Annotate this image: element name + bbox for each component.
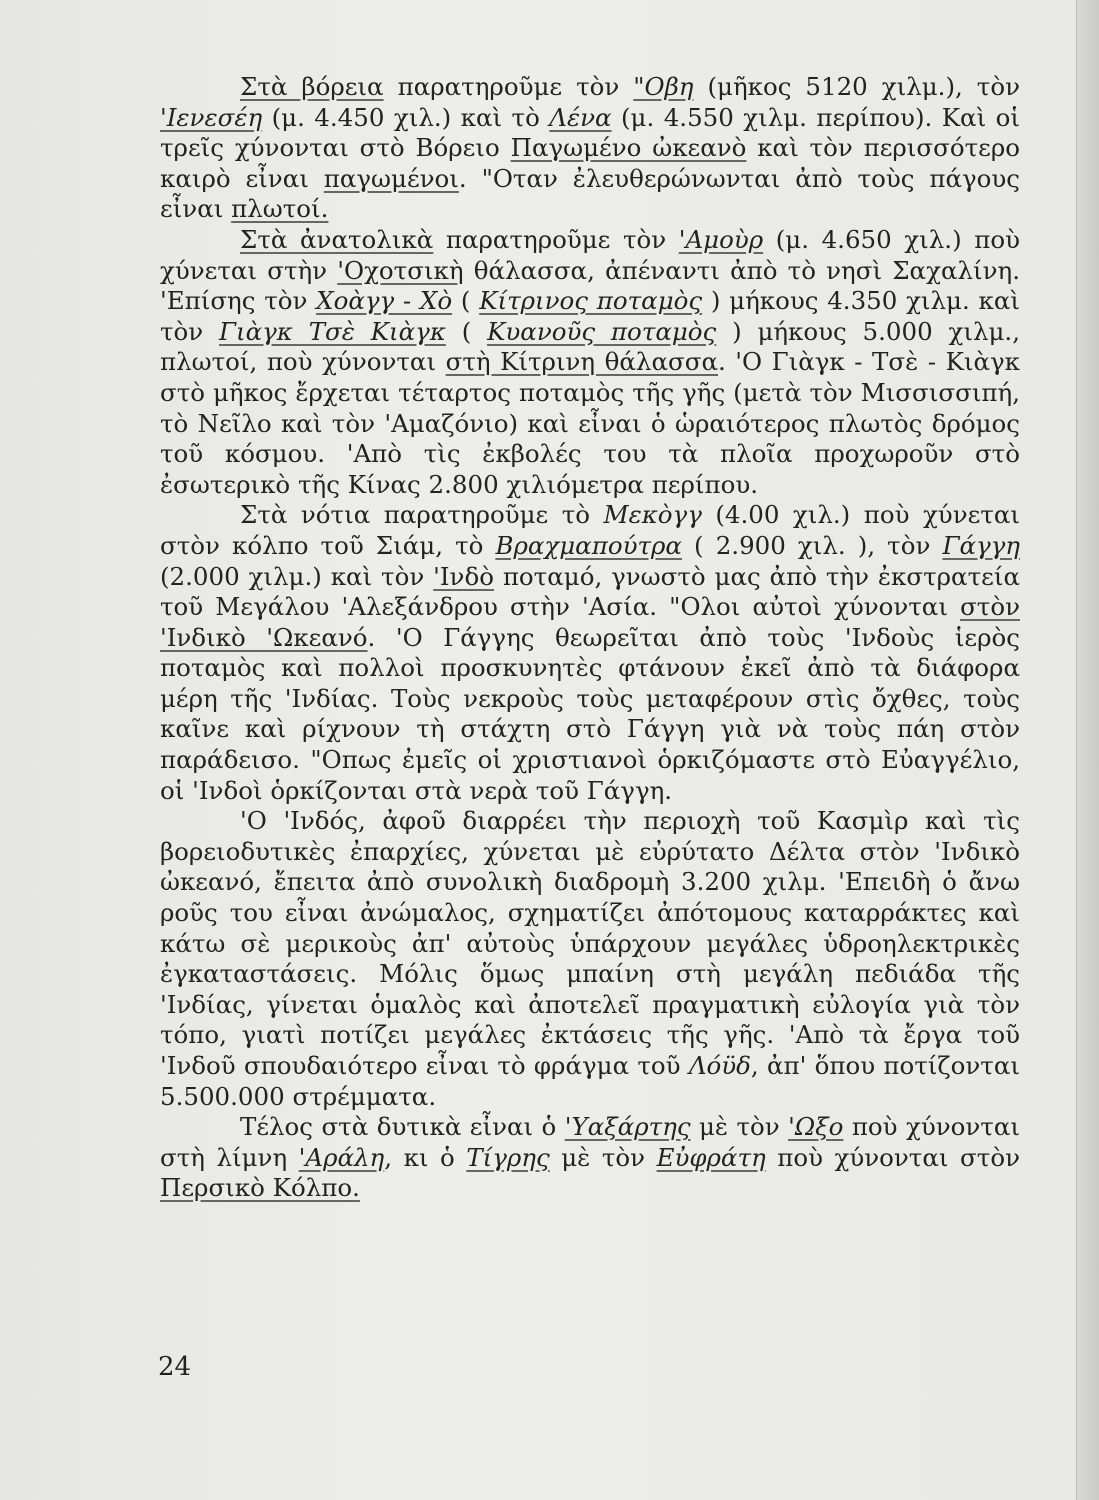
text-run: παγωμένοι <box>323 163 459 193</box>
text-run: Παγωμένο ὠκεανὸ <box>510 133 747 163</box>
text-run: θάλασσα, ἀπέναντι ἀπὸ τὸ νησὶ Σαχαλίνη. 'Επίσης τὸν <box>160 255 1020 316</box>
text-run: . 'Ο Γάγγης θεωρεῖται ἀπὸ τοὺς 'Ινδοὺς ἱερὸς ποταμὸς καὶ πολλοὶ προσκυνητὲς φτάνουν ἐκεῖ ἀπὸ τὰ διάφορα μέρη τῆς 'Ινδίας. Τοὺς νεκροὺς τοὺς μεταφέρουν στὶς ὄχθες, τοὺς καῖνε καὶ ρίχνουν τὴ στάχτη στὸ Γάγγη γιὰ νὰ τοὺς πάη στὸν παράδεισο. "Οπως ἐμεῖς οἱ χριστιανοὶ ὁρκιζόμαστε στὸ Εὐαγγέλιο, οἱ 'Ινδοὶ ὁρκίζονται στὰ νερὰ τοῦ Γάγγη. <box>160 622 1020 805</box>
paragraph <box>160 500 1020 806</box>
text-run: πλωτοί. <box>231 194 329 224</box>
text-run: Στὰ νότια παρατηροῦμε τὸ <box>240 500 604 530</box>
text-run: Γιὰγκ Τσὲ Κιὰγκ <box>219 316 446 346</box>
text-run: Στὰ βόρεια <box>240 72 384 101</box>
text-run: 'Ιενεσέη <box>160 102 263 132</box>
text-run: στὸν 'Ινδικὸ 'Ωκεανό <box>160 592 1020 652</box>
text-run: , ἀπ' ὅπου ποτίζονται 5.500.000 στρέμματα. <box>160 1051 1020 1111</box>
text-run: (4.00 χιλ.) ποὺ χύνεται στὸν κόλπο τοῦ Σιάμ, τὸ <box>160 500 1020 560</box>
text-run: ( <box>445 316 488 346</box>
text-run: ποὺ χύνονται στὸν <box>765 1142 1020 1172</box>
text-run: ( <box>452 286 480 316</box>
text-run: Λένα <box>549 102 612 132</box>
body-text <box>160 72 1020 1204</box>
paragraph <box>160 806 1020 1112</box>
text-run: Τίγρης <box>466 1142 550 1172</box>
text-run: 'Ο 'Ινδός, ἀφοῦ διαρρέει τὴν περιοχὴ τοῦ Κασμὶρ καὶ τὶς βορειοδυτικὲς ἐπαρχίες, χύνεται μὲ εὐρύτατο Δέλτα στὸν 'Ινδικὸ ὠκεανό, ἔπειτα ἀπὸ συνολικὴ διαδρομὴ 3.200 χιλμ. 'Επειδὴ ὁ ἄνω ροῦς του εἶναι ἀνώμαλος, σχηματίζει ἀπότομους καταρράκτες καὶ κάτω σὲ μερικοὺς ἀπ' αὐτοὺς ὑπάρχουν μεγάλες ὑδροηλεκτρικὲς ἐγκαταστάσεις. Μόλις ὅμως μπαίνη στὴ μεγάλη πεδιάδα τῆς 'Ινδίας, γίνεται ὁμαλὸς καὶ ἀποτελεῖ πραγματικὴ εὐλογία γιὰ τὸν τόπο, γιατὶ ποτίζει μεγάλες ἐκτάσεις τῆς γῆς. 'Απὸ τὰ ἔργα τοῦ 'Ινδοῦ σπουδαιότερο εἶναι τὸ φράγμα τοῦ <box>160 806 1020 1080</box>
text-run: παρατηροῦμε τὸν <box>433 224 679 254</box>
page-number: 24 <box>158 1352 192 1382</box>
text-run: , κι ὁ <box>384 1142 467 1172</box>
text-run: ποταμό, γνωστὸ μας ἀπὸ τὴν ἐκστρατεία τοῦ Μεγάλου 'Αλεξάνδρου στὴν 'Ασία. "Ολοι αὐτοὶ χύνονται <box>160 561 1020 622</box>
text-run: στὴ Κίτρινη θάλασσα <box>445 347 718 377</box>
text-run: 'Αράλη <box>298 1142 385 1172</box>
text-run: Τέλος στὰ δυτικὰ εἶναι ὁ <box>240 1112 565 1142</box>
text-run: Κυανοῦς ποταμὸς <box>487 316 717 346</box>
text-run: 'Οχοτσικὴ <box>337 255 464 285</box>
text-run: 'Αμοὺρ <box>678 224 764 254</box>
text-run: Γάγγη <box>942 530 1020 560</box>
text-run: "Οβη <box>633 72 694 101</box>
text-run: (μ. 4.550 χιλμ. περίπου). Καὶ οἱ τρεῖς χύνονται στὸ Βόρειο <box>160 102 1020 163</box>
paragraph <box>160 1112 1020 1204</box>
text-run: ποὺ χύνονται στὴ λίμνη <box>160 1112 1020 1172</box>
text-run: 'Ωξο <box>788 1112 844 1142</box>
text-run: Μεκὸγγ <box>603 500 702 530</box>
text-run: μὲ τὸν <box>549 1142 657 1172</box>
text-run: ) μήκους 5.000 χιλμ., πλωτοί, ποὺ χύνονται <box>160 316 1020 377</box>
page-binding-edge <box>1076 0 1099 1500</box>
text-run: (μῆκος 5120 χιλμ.), τὸν <box>693 72 1021 101</box>
text-run: Κίτρινος ποταμὸς <box>479 286 703 316</box>
text-run: καὶ τὸν περισσότερο καιρὸ εἶναι <box>160 133 1020 193</box>
text-run: (2.000 χιλμ.) καὶ τὸν <box>160 561 434 591</box>
text-run: μὲ τὸν <box>690 1112 789 1142</box>
text-run: Λόϋδ <box>688 1051 751 1080</box>
text-run: 'Υαξάρτης <box>564 1112 691 1142</box>
paragraph <box>160 72 1020 225</box>
text-run: (μ. 4.450 χιλ.) καὶ τὸ <box>262 102 550 132</box>
text-run: Στὰ ἀνατολικὰ <box>240 224 434 254</box>
text-run: Περσικὸ Κόλπο. <box>160 1173 360 1203</box>
text-run: παρατηροῦμε τὸν <box>383 72 634 101</box>
text-run: ( 2.900 χιλ. ), τὸν <box>681 530 943 560</box>
text-run: Εὐφράτη <box>656 1142 766 1172</box>
text-run: ) μήκους 4.350 χιλμ. καὶ τὸν <box>160 286 1020 346</box>
text-run: Βραχμαπούτρα <box>495 530 682 560</box>
text-run: (μ. 4.650 χιλ.) ποὺ χύνεται στὴν <box>160 224 1020 285</box>
text-run: Χοὰγγ - Χὸ <box>316 286 453 316</box>
text-run: . "Οταν ἐλευθερώνωνται ἀπὸ τοὺς πάγους εἶναι <box>160 163 1020 224</box>
text-run: 'Ινδὸ <box>433 561 494 591</box>
text-run: . 'Ο Γιὰγκ - Τσὲ - Κιὰγκ στὸ μῆκος ἔρχεται τέταρτος ποταμὸς τῆς γῆς (μετὰ τὸν Μισσισσιπή, τὸ Νεῖλο καὶ τὸν 'Αμαζόνιο) καὶ εἶναι ὁ ὡραιότερος πλωτὸς δρόμος τοῦ κόσμου. 'Απὸ τὶς ἐκβολές του τὰ πλοῖα προχωροῦν στὸ ἐσωτερικὸ τῆς Κίνας 2.800 χιλιόμετρα περίπου. <box>160 347 1020 499</box>
paragraph <box>160 225 1020 500</box>
